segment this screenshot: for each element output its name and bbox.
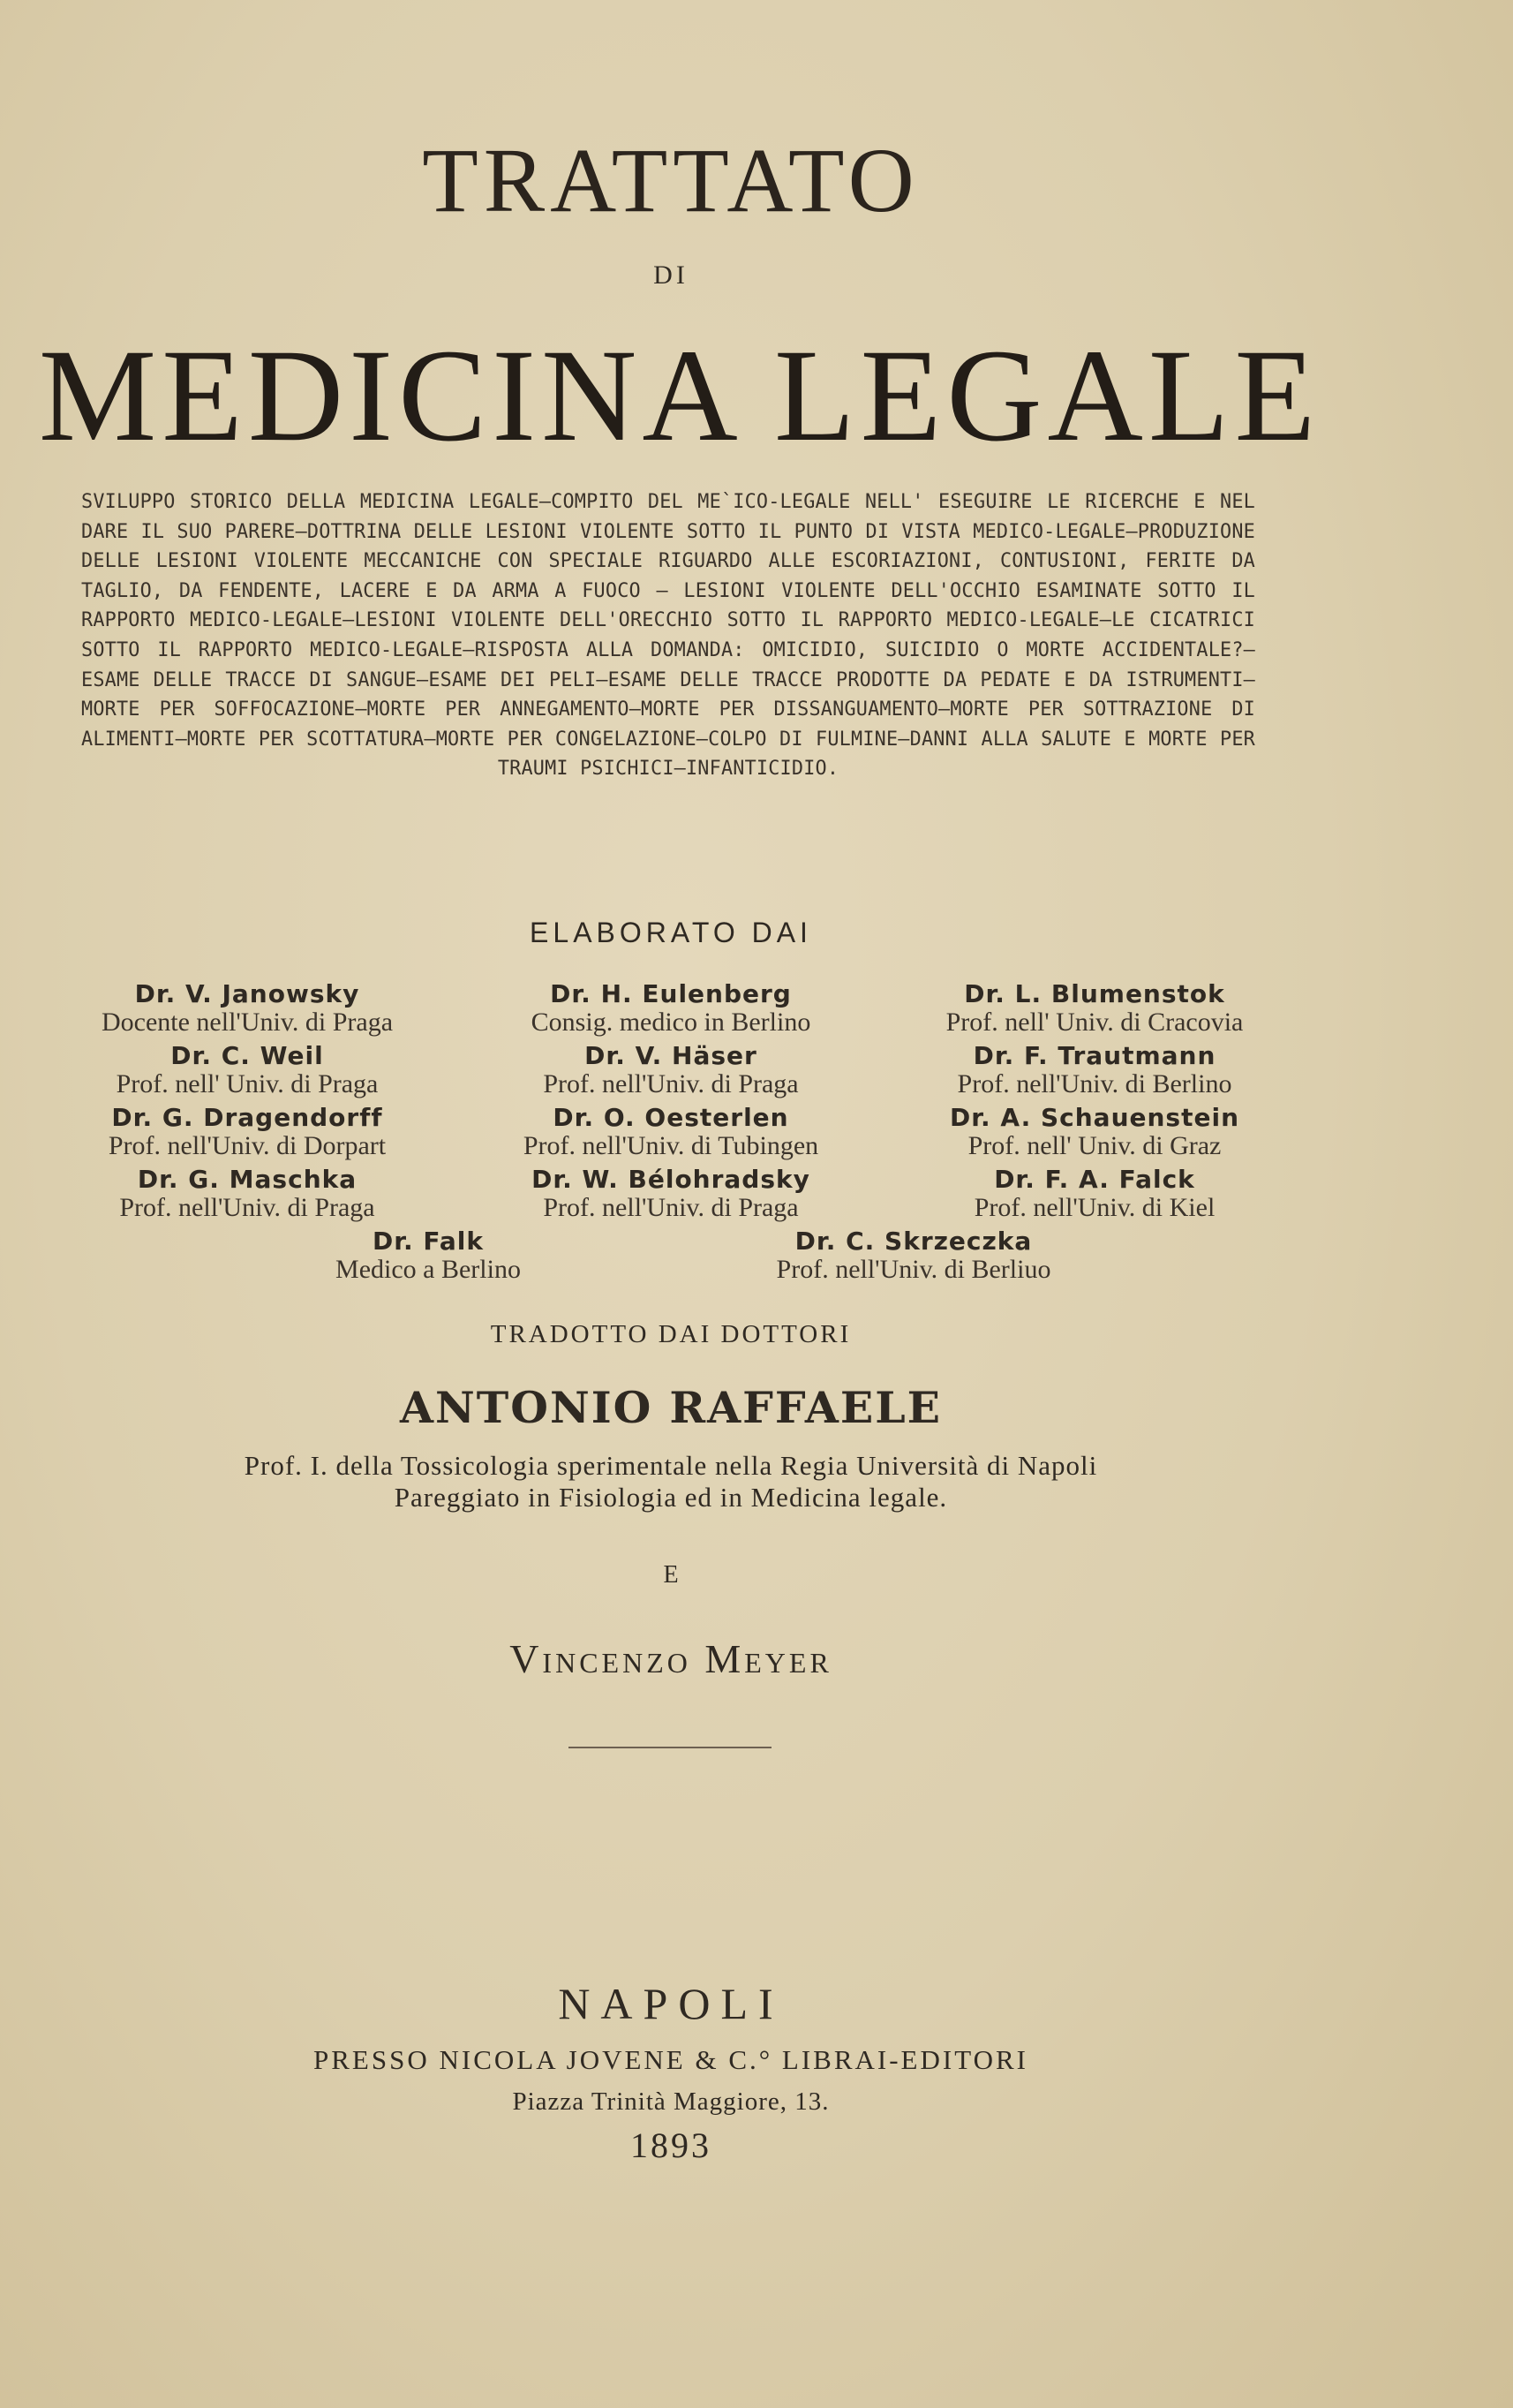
author-entry (35, 1104, 459, 1160)
author-entry (459, 1104, 883, 1160)
authors-row (35, 1166, 1306, 1222)
imprint-city: NAPOLI (558, 1979, 784, 2028)
author-entry (35, 980, 459, 1037)
author-name: Dr. C. Skrzeczka (794, 1227, 1033, 1256)
translated-by-heading: TRADOTTO DAI DOTTORI (490, 1320, 852, 1348)
author-name: Dr. O. Oesterlen (553, 1103, 789, 1132)
author-name: Dr. V. Janowsky (134, 979, 360, 1008)
author-name: Dr. L. Blumenstok (964, 979, 1225, 1008)
second-translator-name: Vincenzo Meyer (509, 1636, 832, 1681)
imprint-year: 1893 (630, 2125, 711, 2165)
imprint-address: Piazza Trinità Maggiore, 13. (512, 2087, 830, 2116)
author-affiliation: Consig. medico in Berlino (531, 1008, 811, 1037)
author-name: Dr. V. Häser (584, 1041, 757, 1070)
authors-row (35, 980, 1306, 1037)
author-name: Dr. G. Maschka (137, 1165, 358, 1194)
authors-row (35, 1042, 1306, 1098)
elaborato-heading: ELABORATO DAI (530, 917, 812, 948)
author-entry (35, 1166, 459, 1222)
author-affiliation: Prof. nell'Univ. di Berlino (957, 1069, 1232, 1098)
author-affiliation: Prof. nell'Univ. di Kiel (974, 1193, 1216, 1222)
authors-row (35, 1104, 1306, 1160)
author-name: Dr. F. Trautmann (973, 1041, 1216, 1070)
translator-name: ANTONIO RAFFAELE (399, 1382, 943, 1433)
authors-list (35, 980, 1306, 1289)
author-affiliation: Prof. nell'Univ. di Berliuo (776, 1255, 1051, 1284)
author-affiliation: Docente nell'Univ. di Praga (101, 1008, 394, 1037)
author-affiliation: Medico a Berlino (335, 1255, 521, 1284)
authors-row (35, 1227, 1306, 1284)
title-medicina-legale: MEDICINA LEGALE (38, 322, 1321, 469)
author-name: Dr. G. Dragendorff (111, 1103, 383, 1132)
author-affiliation: Prof. nell'Univ. di Tubingen (523, 1131, 819, 1160)
author-entry (883, 1166, 1306, 1222)
contents-summary: SVILUPPO STORICO DELLA MEDICINA LEGALE—COMPITO DEL ME`ICO-LEGALE NELL' ESEGUIRE LE RICERCHE E NEL DARE IL SUO PARERE—DOTTRINA DELLE LESIONI VIOLENTE SOTTO IL PUNTO DI VISTA MEDICO-LEGALE—PRODUZIONE DELLE LESIONI VIOLENTE MECCANICHE CON SPECIALE RIGUARDO ALLE ESCORIAZIONI, CONTUSIONI, FERITE DA TAGLIO, DA FENDENTE, LACERE E DA ARMA A FUOCO — LESIONI VIOLENTE DELL'OCCHIO ESAMINATE SOTTO IL RAPPORTO MEDICO-LEGALE—LESIONI VIOLENTE DELL'ORECCHIO SOTTO IL RAPPORTO MEDICO-LEGALE—LE CICATRICI SOTTO IL RAPPORTO MEDICO-LEGALE—RISPOSTA ALLA DOMANDA: OMICIDIO, SUICIDIO O MORTE ACCIDENTALE?—ESAME DELLE TRACCE DI SANGUE—ESAME DEI PELI—ESAME DELLE TRACCE PRODOTTE DA PEDATE E DA ISTRUMENTI—MORTE PER SOFFOCAZIONE—MORTE PER ANNEGAMENTO—MORTE PER DISSANGUAMENTO—MORTE PER SOTTRAZIONE DI ALIMENTI—MORTE PER SCOTTATURA—MORTE PER CONGELAZIONE—COLPO DI FULMINE—DANNI ALLA SALUTE E MORTE PER TRAUMI PSICHICI—INFANTICIDIO. (81, 491, 1255, 781)
title-trattato: TRATTATO (422, 130, 920, 231)
author-entry (459, 1042, 883, 1098)
author-entry (35, 1042, 459, 1098)
imprint-publisher: PRESSO NICOLA JOVENE & C.° LIBRAI-EDITORI (313, 2044, 1028, 2075)
translator-affiliation: Prof. I. della Tossicologia sperimentale nella Regia Università di Napoli (244, 1450, 1098, 1481)
conjunction: E (663, 1561, 679, 1589)
author-entry (719, 1227, 1108, 1284)
author-affiliation: Prof. nell'Univ. di Dorpart (108, 1131, 387, 1160)
author-affiliation: Prof. nell'Univ. di Praga (119, 1193, 375, 1222)
author-name: Dr. F. A. Falck (994, 1165, 1195, 1194)
author-entry (883, 1104, 1306, 1160)
title-di: DI (653, 260, 689, 290)
author-entry (459, 1166, 883, 1222)
author-name: Dr. A. Schauenstein (949, 1103, 1240, 1132)
author-name: Dr. H. Eulenberg (550, 979, 792, 1008)
author-entry (459, 980, 883, 1037)
author-name: Dr. Falk (372, 1227, 485, 1256)
author-name: Dr. W. Bélohradsky (531, 1165, 810, 1194)
author-affiliation: Prof. nell'Univ. di Praga (543, 1069, 799, 1098)
author-entry (234, 1227, 622, 1284)
author-affiliation: Prof. nell' Univ. di Praga (116, 1069, 379, 1098)
translator-affiliation-2: Pareggiato in Fisiologia ed in Medicina legale. (394, 1482, 948, 1513)
author-entry (883, 1042, 1306, 1098)
author-affiliation: Prof. nell' Univ. di Graz (967, 1131, 1222, 1160)
divider-rule (568, 1747, 772, 1748)
author-entry (883, 980, 1306, 1037)
author-affiliation: Prof. nell' Univ. di Cracovia (945, 1008, 1244, 1037)
author-name: Dr. C. Weil (170, 1041, 324, 1070)
author-affiliation: Prof. nell'Univ. di Praga (543, 1193, 799, 1222)
